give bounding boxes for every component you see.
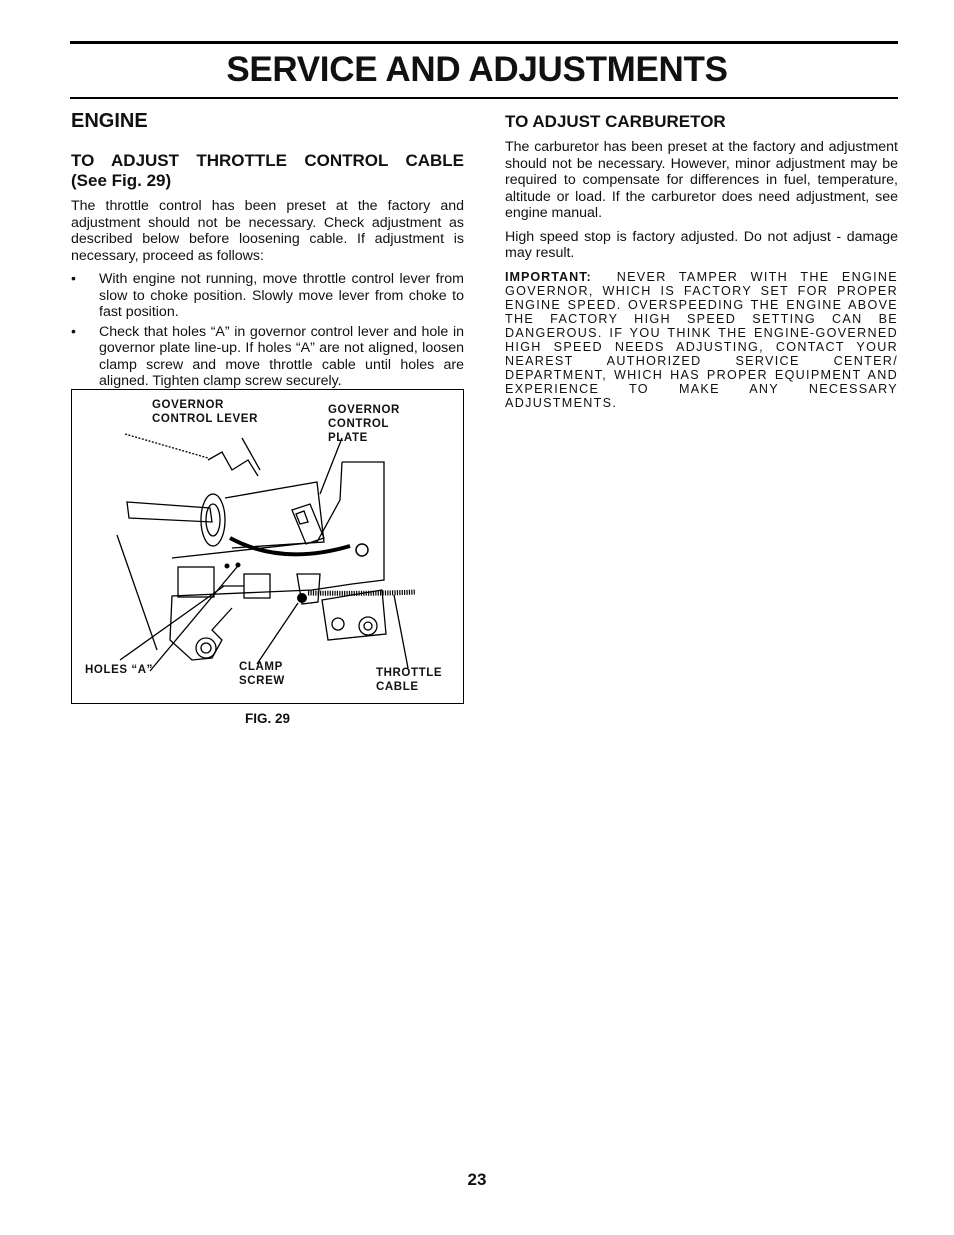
section-heading-engine: ENGINE (71, 110, 148, 132)
throttle-cable-coil (308, 592, 416, 593)
page-number: 23 (467, 1170, 487, 1189)
plate-window (178, 567, 214, 597)
list-item (71, 271, 464, 321)
leader-plate (320, 438, 342, 494)
step-text: With engine not running, move throttle control lever from slow to choke position. Slowly move lever from choke to fast position. (99, 271, 464, 320)
list-item (71, 324, 464, 390)
bolt-center (201, 643, 211, 653)
label-holes-a: HOLES “A” (85, 664, 154, 676)
bullet-symbol: • (71, 323, 76, 340)
leader-holes-1 (150, 567, 237, 671)
label-governor-control-plate: GOVERNOR CONTROL PLATE (328, 404, 400, 444)
throttle-steps (71, 271, 464, 390)
hole-a-lever (236, 563, 241, 568)
figure-caption: FIG. 29 (244, 711, 290, 726)
bolt-head (196, 638, 216, 658)
step-text: Check that holes “A” in governor control lever and hole in governor plate line-up. If holes “A” are not aligned, loosen clamp screw and move throttle cable until holes are aligned. Tighten clamp screw securely. (99, 323, 464, 389)
throttle-heading-sub: (See Fig. 29) (71, 171, 172, 190)
label-throttle-cable: THROTTLE CABLE (376, 667, 443, 693)
bracket-hole (359, 617, 377, 635)
lever-hub (201, 494, 225, 546)
lever-body (225, 482, 324, 548)
control-rod (125, 434, 208, 458)
carburetor-heading: TO ADJUST CARBURETOR (505, 112, 726, 131)
leader-cable (394, 595, 408, 668)
leader-clamp (257, 603, 298, 664)
plate-edge (172, 462, 342, 558)
frame-line (117, 535, 157, 650)
bullet-symbol: • (71, 271, 76, 287)
throttle-intro: The throttle control has been preset at the factory and adjustment should not be necessary. Check adjustment as described below before loosening cable. If adjustment is necessary, proceed as follows: (71, 198, 464, 264)
bracket-hole-inner (364, 622, 372, 630)
hole-a-plate (225, 564, 230, 569)
figure-29 (71, 389, 464, 704)
carburetor-para-2: High speed stop is factory adjusted. Do not adjust - damage may result. (505, 228, 898, 261)
header-rule-top (70, 41, 898, 44)
plate-slot-inner (296, 511, 308, 524)
important-label: IMPORTANT: (505, 269, 592, 284)
label-clamp-screw: CLAMP SCREW (239, 661, 285, 687)
page-title: SERVICE AND ADJUSTMENTS (226, 50, 728, 89)
right-column (505, 112, 898, 410)
lower-bracket (322, 590, 386, 640)
lever-arm (208, 452, 258, 476)
shaft (127, 502, 212, 522)
throttle-heading: TO ADJUST THROTTLE CONTROL CABLE (71, 151, 464, 170)
header-rule-bottom (70, 97, 898, 99)
bracket-screw (332, 618, 344, 630)
clamp-block (244, 574, 270, 598)
governor-spring (230, 538, 350, 554)
important-notice (505, 270, 898, 410)
governor-illustration (72, 390, 465, 705)
label-governor-control-lever: GOVERNOR CONTROL LEVER (152, 399, 258, 425)
control-plate (170, 462, 384, 660)
clamp-screw-head (297, 593, 307, 603)
left-column (71, 110, 464, 393)
spring-anchor (356, 544, 368, 556)
important-text: NEVER TAMPER WITH THE ENGINE GOVERNOR, WHICH IS FACTORY SET FOR PROPER ENGINE SPEED. OVERSPEEDING THE ENGINE ABOVE THE FACTORY HIGH SPEED SETTING CAN BE DANGEROUS. IF YOU THINK THE ENGINE-GOVERNED HIGH SPEED NEEDS ADJUSTING, CONTACT YOUR NEAREST AUTHORIZED SERVICE CENTER/ DEPARTMENT, WHICH HAS PROPER EQUIPMENT AND EXPERIENCE TO MAKE ANY NECESSARY ADJUSTMENTS. (505, 269, 898, 410)
carburetor-para-1: The carburetor has been preset at the factory and adjustment should not be necessary. However, minor adjustment may be required to compensate for differences in fuel, temperature, altitude or load. If the carburetor does need adjustment, see engine manual. (505, 139, 898, 221)
lever-hub-inner (206, 504, 220, 536)
